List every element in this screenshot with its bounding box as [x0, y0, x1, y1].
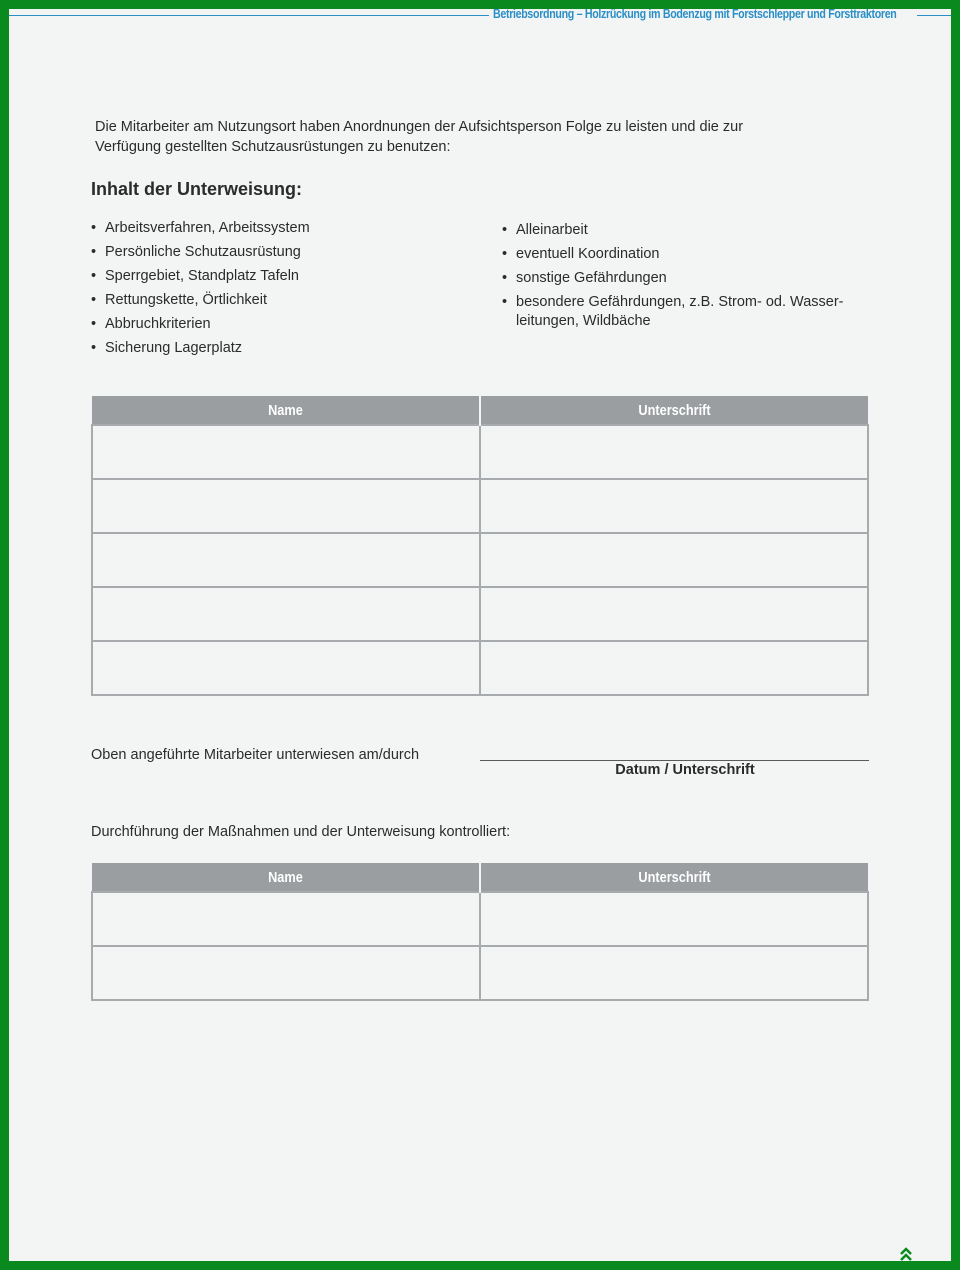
signature-cell[interactable]: [480, 892, 868, 946]
signature-cell[interactable]: [480, 425, 868, 479]
table-row: [92, 946, 868, 1000]
control-signature-table: [91, 863, 869, 1001]
name-cell[interactable]: [92, 533, 480, 587]
signature-cell[interactable]: [480, 641, 868, 695]
header-rule: [9, 15, 489, 16]
signoff-label: Oben angeführte Mitarbeiter unterwiesen am/durch: [91, 747, 420, 763]
attendee-signature-table: [91, 396, 869, 696]
list-item: • besondere Gefährdungen, z.B. Strom- od. Wasser-leitungen, Wildbäche: [502, 293, 852, 331]
column-header-signature: Unterschrift: [480, 396, 868, 425]
list-item: • sonstige Gefährdungen: [502, 269, 852, 288]
column-header-signature: Unterschrift: [480, 863, 868, 892]
name-cell[interactable]: [92, 892, 480, 946]
signature-cell[interactable]: [480, 479, 868, 533]
table-row: [92, 892, 868, 946]
table-row: [92, 533, 868, 587]
bullet-list-right: [502, 221, 852, 336]
section-title: Inhalt der Unterweisung:: [91, 179, 303, 199]
name-cell[interactable]: [92, 587, 480, 641]
table-row: [92, 425, 868, 479]
name-cell[interactable]: [92, 479, 480, 533]
table-row: [92, 479, 868, 533]
name-cell[interactable]: [92, 641, 480, 695]
table-row: [92, 641, 868, 695]
list-item: • Abbruchkriterien: [91, 315, 471, 334]
chevron-up-icon: [899, 1247, 913, 1261]
list-item: • eventuell Koordination: [502, 245, 852, 264]
list-item: • Sicherung Lagerplatz: [91, 339, 471, 358]
signature-caption: Datum / Unterschrift: [615, 762, 755, 778]
table-row: [92, 587, 868, 641]
signature-line[interactable]: [480, 760, 869, 761]
signature-cell[interactable]: [480, 946, 868, 1000]
running-title: Betriebsordnung – Holzrückung im Bodenzug mit Forstschlepper und Forsttraktoren: [493, 9, 897, 21]
name-cell[interactable]: [92, 946, 480, 1000]
intro-paragraph: Die Mitarbeiter am Nutzungsort haben Anordnungen der Aufsichtsperson Folge zu leisten und die zur Verfügung gestellten Schutzausrüstungen zu benutzen:: [95, 119, 744, 155]
list-item: • Rettungskette, Örtlichkeit: [91, 291, 471, 310]
control-label: Durchführung der Maßnahmen und der Unterweisung kontrolliert:: [91, 824, 511, 840]
list-item: • Alleinarbeit: [502, 221, 852, 240]
bullet-list-left: [91, 219, 471, 363]
column-header-name: Name: [92, 396, 480, 425]
header-rule-end: [917, 15, 951, 16]
signature-cell[interactable]: [480, 533, 868, 587]
document-page: [9, 9, 951, 1261]
list-item: • Arbeitsverfahren, Arbeitssystem: [91, 219, 471, 238]
list-item: • Persönliche Schutzausrüstung: [91, 243, 471, 262]
list-item: • Sperrgebiet, Standplatz Tafeln: [91, 267, 471, 286]
name-cell[interactable]: [92, 425, 480, 479]
column-header-name: Name: [92, 863, 480, 892]
signature-cell[interactable]: [480, 587, 868, 641]
